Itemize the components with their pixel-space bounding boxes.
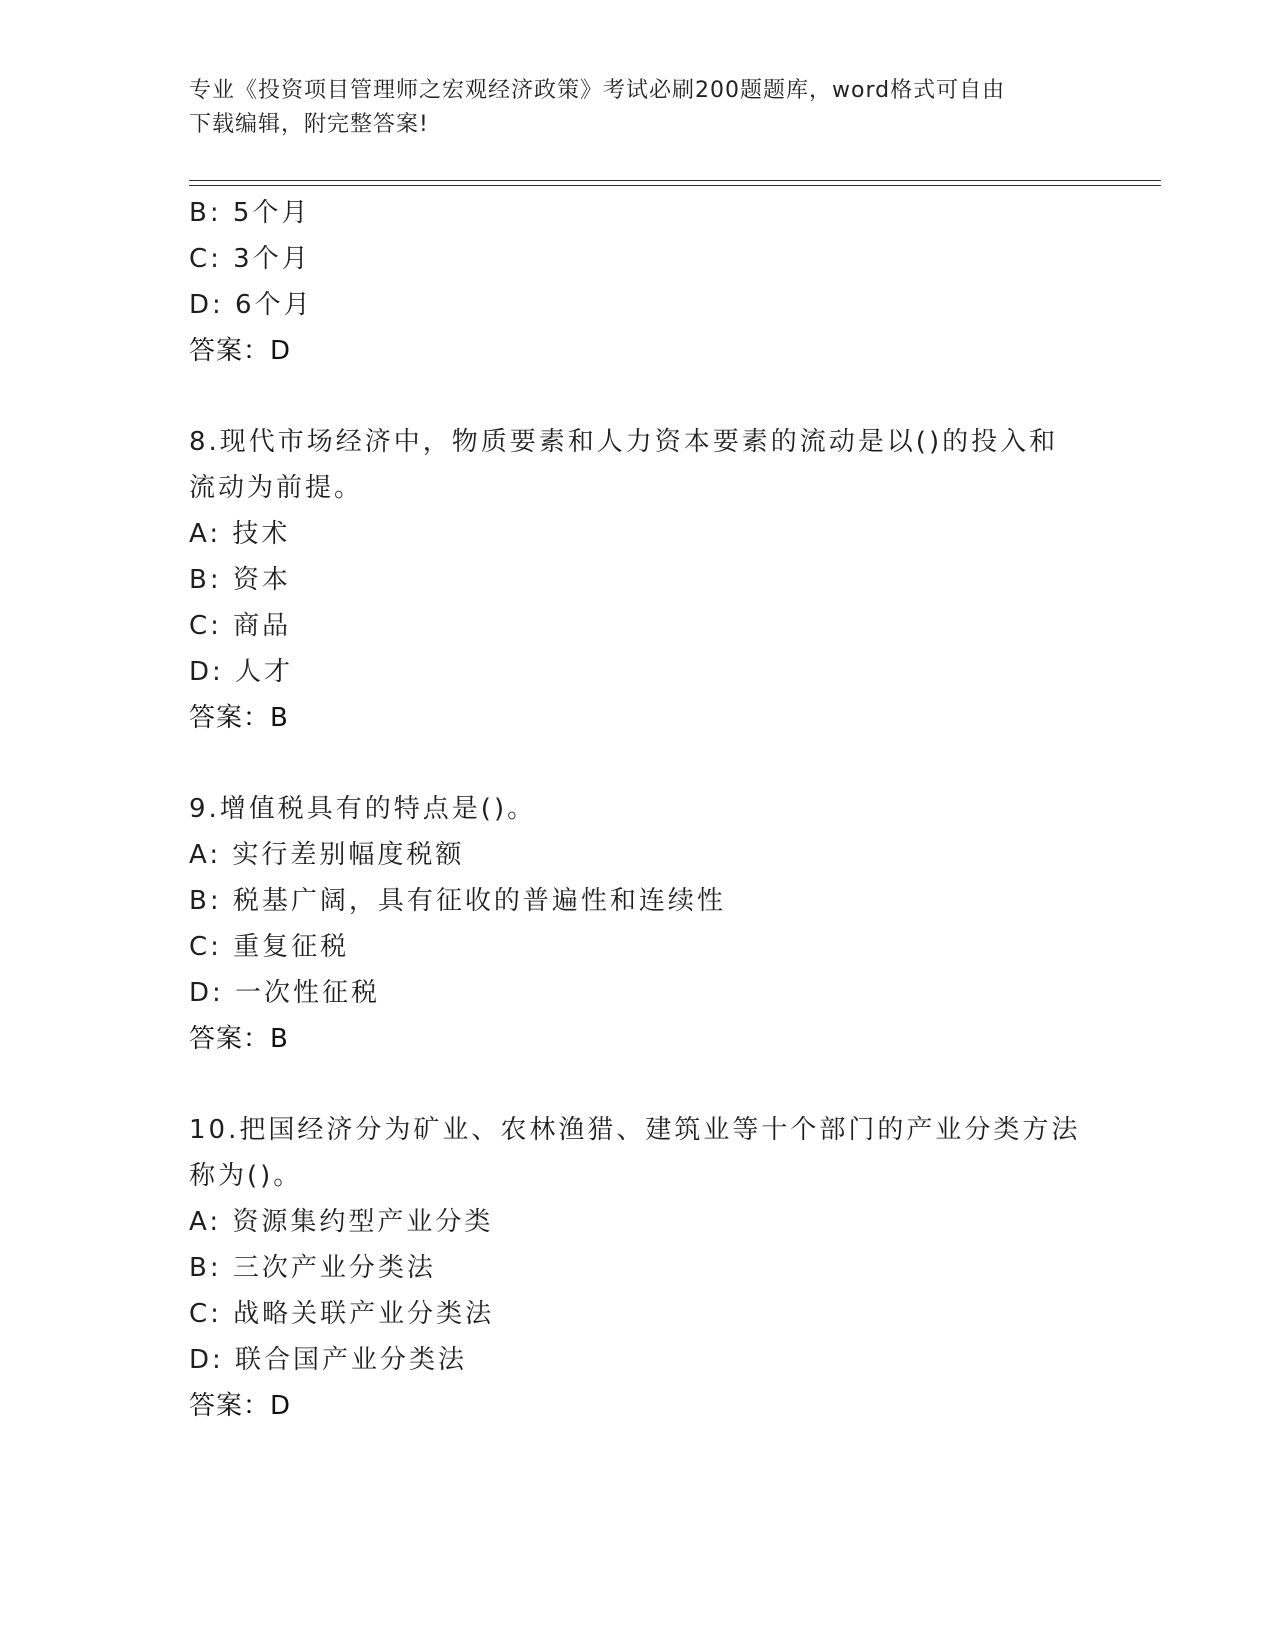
option-a: A: 技术 — [189, 519, 291, 549]
option-a: A: 实行差别幅度税额 — [189, 840, 465, 870]
option-d: D: 联合国产业分类法 — [189, 1345, 468, 1375]
spacer — [189, 741, 1089, 786]
answer-line: 答案：D — [189, 1391, 292, 1421]
option-d: D: 6个月 — [189, 290, 313, 320]
option-b: B: 三次产业分类法 — [189, 1253, 436, 1283]
spacer — [189, 374, 1089, 419]
header-rule-bottom — [189, 185, 1161, 186]
spacer — [189, 1062, 1089, 1107]
answer-line: 答案：D — [189, 336, 292, 366]
question-text-line-1: 8.现代市场经济中，物质要素和人力资本要素的流动是以()的投入和 — [189, 427, 1059, 457]
option-a: A: 资源集约型产业分类 — [189, 1207, 494, 1237]
document-header — [189, 74, 1089, 142]
option-b: B: 资本 — [189, 565, 291, 595]
question-block-10 — [189, 1107, 1089, 1429]
option-d: D: 人才 — [189, 657, 294, 687]
option-d: D: 一次性征税 — [189, 978, 381, 1008]
option-c: C: 战略关联产业分类法 — [189, 1299, 495, 1329]
answer-line: 答案：B — [189, 703, 289, 733]
question-text-line-2: 称为()。 — [189, 1161, 303, 1191]
question-text-line-1: 9.增值税具有的特点是()。 — [189, 794, 537, 824]
option-b: B: 税基广阔，具有征收的普遍性和连续性 — [189, 886, 726, 916]
question-block-9 — [189, 786, 1089, 1062]
option-b: B: 5个月 — [189, 198, 311, 228]
question-block-prev — [189, 190, 1089, 374]
answer-line: 答案：B — [189, 1024, 289, 1054]
question-block-8 — [189, 419, 1089, 741]
header-line-1: 专业《投资项目管理师之宏观经济政策》考试必刷200题题库，word格式可自由 — [189, 78, 1006, 103]
question-content — [189, 190, 1089, 1429]
option-c: C: 商品 — [189, 611, 292, 641]
question-text-line-1: 10.把国经济分为矿业、农林渔猎、建筑业等十个部门的产业分类方法 — [189, 1115, 1081, 1145]
option-c: C: 重复征税 — [189, 932, 350, 962]
header-line-2: 下载编辑，附完整答案! — [189, 112, 429, 137]
question-text-line-2: 流动为前提。 — [189, 473, 364, 503]
option-c: C: 3个月 — [189, 244, 311, 274]
header-rule-top — [189, 180, 1161, 181]
